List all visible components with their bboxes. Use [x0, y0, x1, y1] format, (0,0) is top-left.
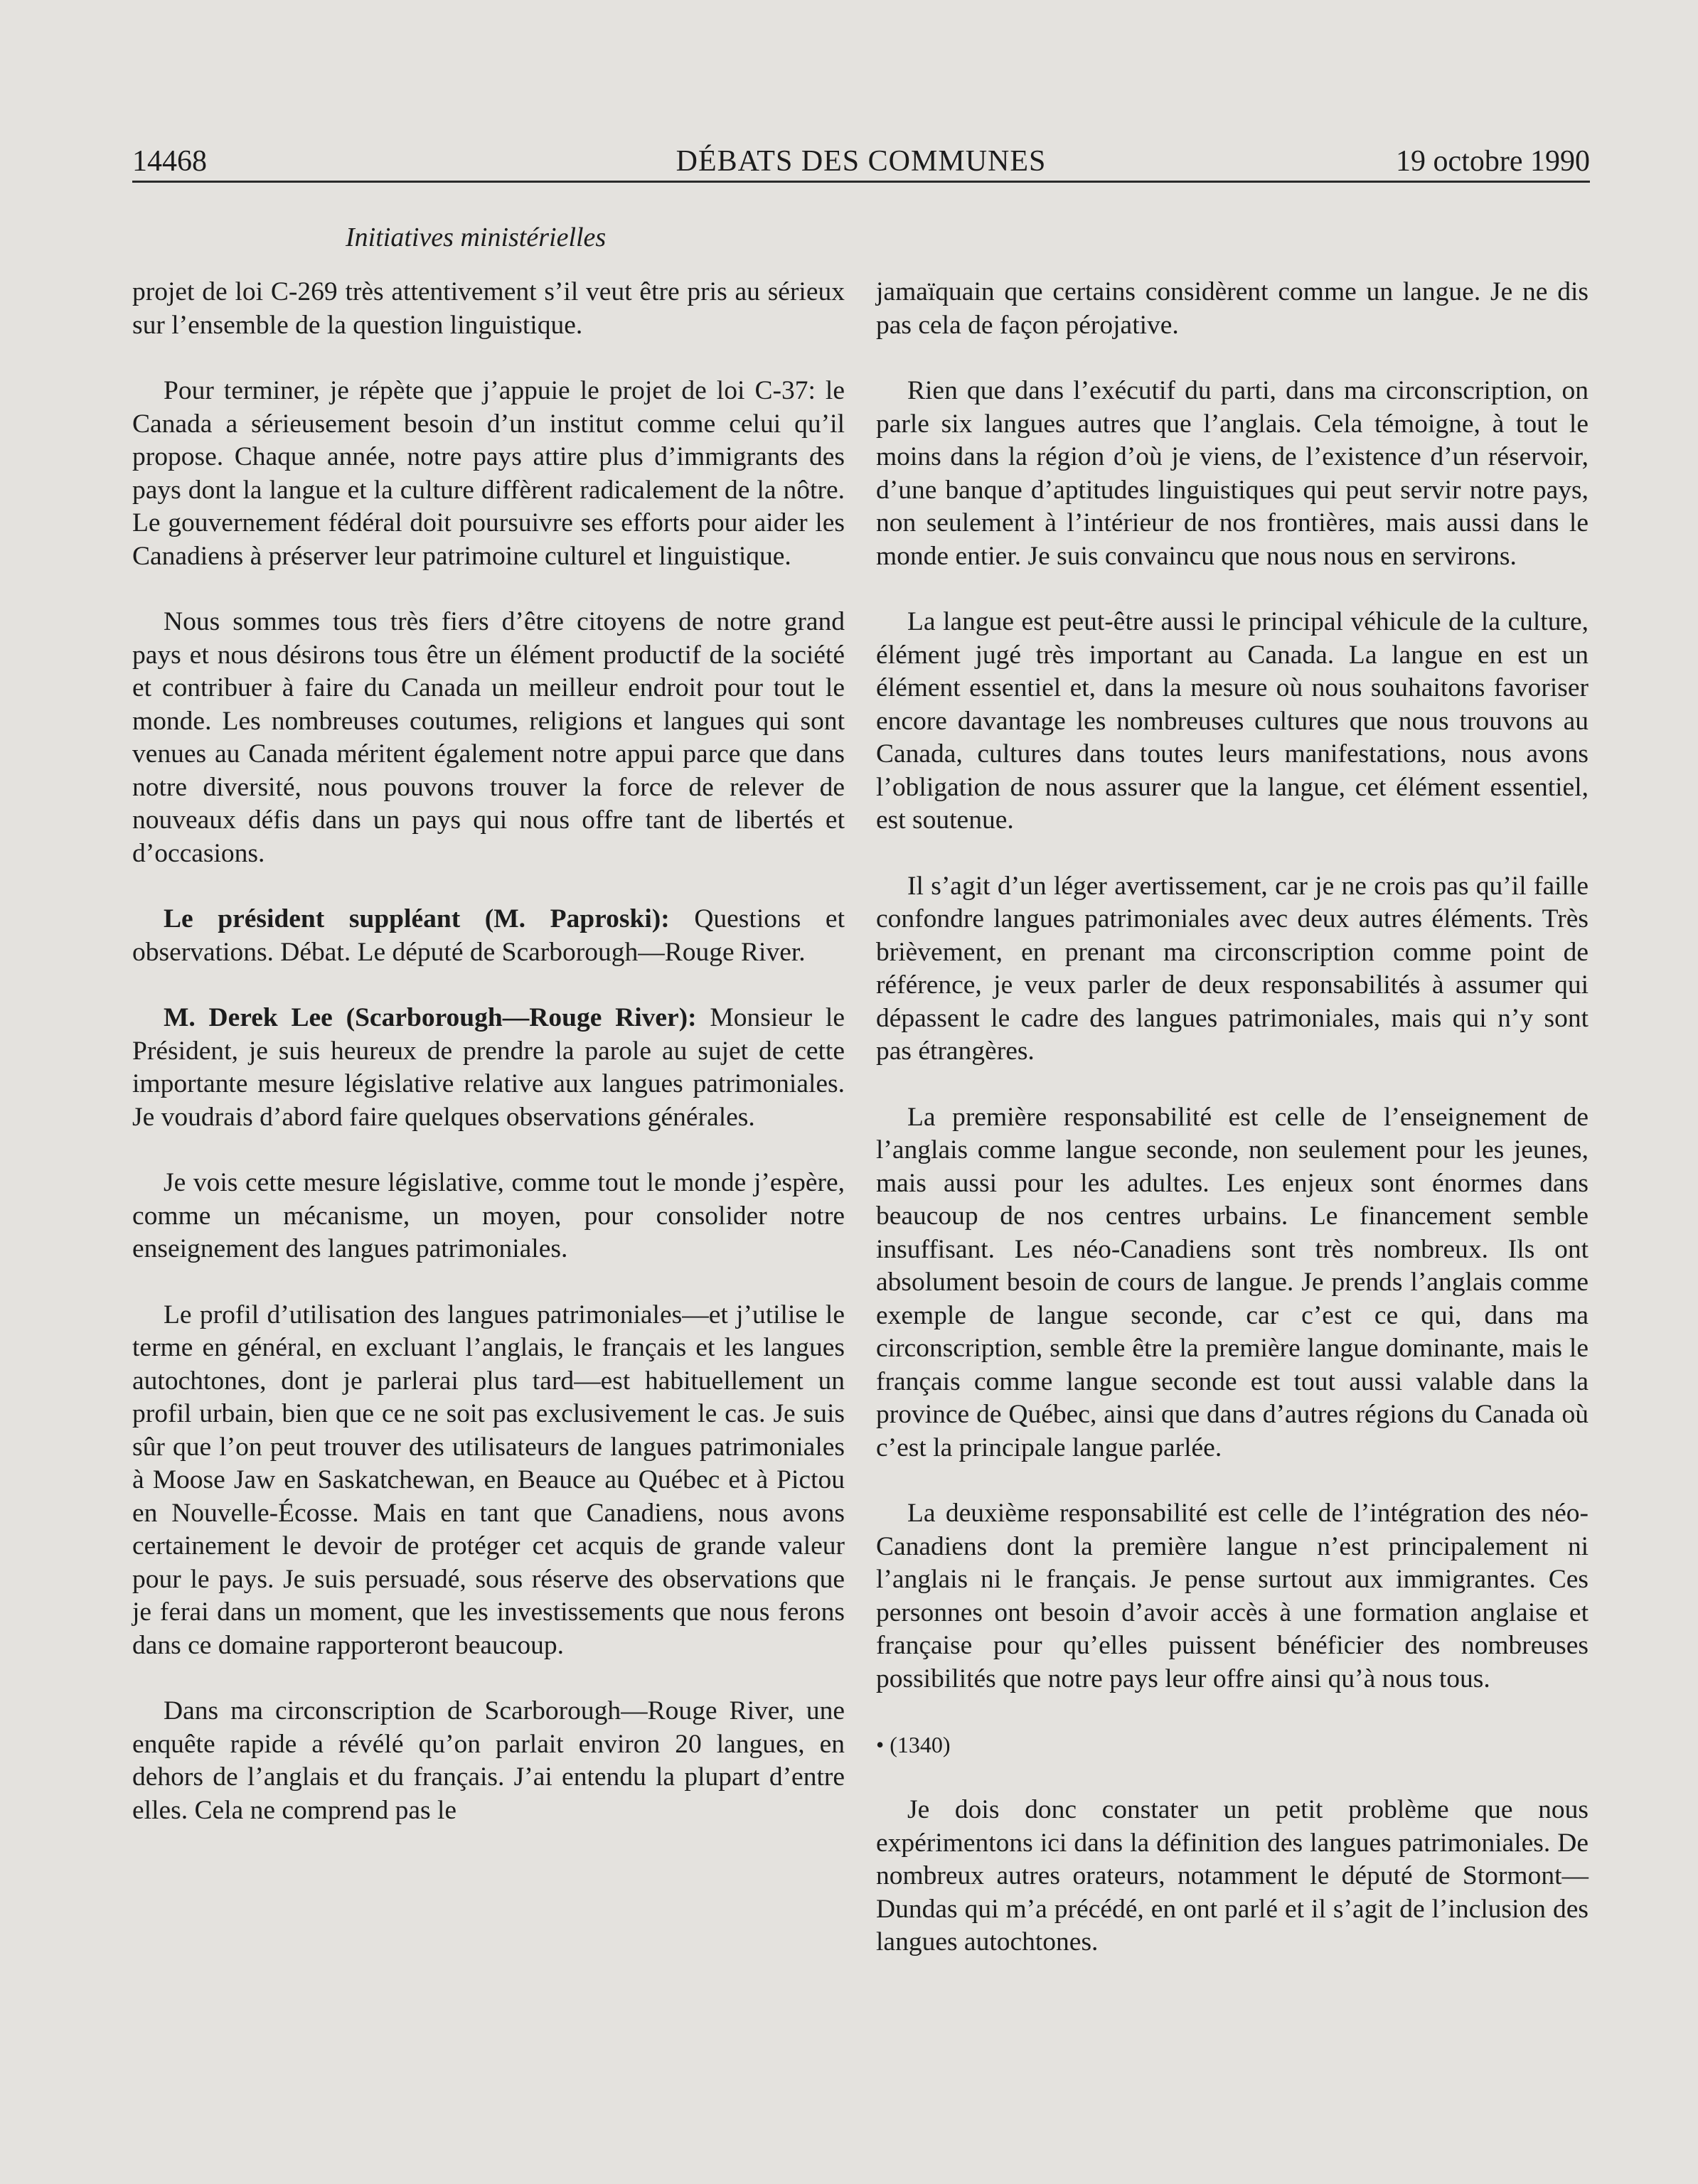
speaker-paragraph: M. Derek Lee (Scarborough—Rouge River): Monsieur le Président, je suis heureux de prendre la parole au sujet de cette importante mesure législative relative aux langues patrimoniales. Je voudrais d’abord faire quelques observations générales. [132, 1003, 845, 1132]
paragraph: Pour terminer, je répète que j’appuie le projet de loi C-37: le Canada a sérieusement besoin d’un institut comme celui qu’il propose. Chaque année, notre pays attire plus d’immigrants des pays dont la langue et la culture diffèrent radicalement de la nôtre. Le gouvernement fédéral doit poursuivre ses efforts pour aider les Canadiens à préserver leur patrimoine culturel et linguistique. [132, 376, 845, 571]
page-header [132, 142, 1590, 183]
publication-title: DÉBATS DES COMMUNES [676, 145, 1047, 178]
section-heading: Initiatives ministérielles [346, 223, 607, 252]
paragraph: Dans ma circonscription de Scarborough—Rouge River, une enquête rapide a révélé qu’on parlait environ 20 langues, en dehors de l’anglais et du français. J’ai entendu la plupart d’entre elles. Cela ne comprend pas le [132, 1696, 845, 1825]
paragraph: La deuxième responsabilité est celle de l’intégration des néo-Canadiens dont la première langue n’est principalement ni l’anglais ni le français. Je pense surtout aux immigrantes. Ces personnes ont besoin d’avoir accès à une formation anglaise et française pour qu’elles puissent bénéficier des nombreuses possibilités que notre pays leur offre ainsi qu’à nous tous. [876, 1499, 1588, 1693]
paragraph: jamaïquain que certains considèrent comme un langue. Je ne dis pas cela de façon pérojative. [876, 277, 1588, 340]
paragraph: La première responsabilité est celle de l’enseignement de l’anglais comme langue seconde, non seulement pour les jeunes, mais aussi pour les adultes. Les enjeux sont énormes dans beaucoup de nos centres urbains. Le financement semble insuffisant. Les néo-Canadiens sont très nombreux. Ils ont absolument besoin de cours de langue. Je prends l’anglais comme exemple de langue seconde, car c’est ce qui, dans ma circonscription, semble être la première langue dominante, mais le français comme langue seconde est tout aussi valable dans la province de Québec, ainsi que dans d’autres régions du Canada où c’est la principale langue parlée. [876, 1102, 1588, 1462]
speaker-name: Le président suppléant (M. Paproski): [164, 904, 670, 933]
speaker-paragraph: Le président suppléant (M. Paproski): Questions et observations. Débat. Le député de Scarborough—Rouge River. [132, 904, 845, 967]
right-column [876, 276, 1588, 1992]
paragraph: Il s’agit d’un léger avertissement, car je ne crois pas qu’il faille confondre langues patrimoniales avec deux autres éléments. Très brièvement, en prenant ma circonscription comme point de référence, je veux parler de deux responsabilités à assumer qui dépassent le cadre des langues patrimoniales, mais qui n’y sont pas étrangères. [876, 871, 1588, 1066]
paragraph: Le profil d’utilisation des langues patrimoniales—et j’utilise le terme en général, en excluant l’anglais, le français et les langues autochtones, dont je parlerai plus tard—est habituellement un profil urbain, bien que ce ne soit pas exclusivement le cas. Je suis sûr que l’on peut trouver des utilisateurs de langues patrimoniales à Moose Jaw en Saskatchewan, en Beauce au Québec et à Pictou en Nouvelle-Écosse. Mais en tant que Canadiens, nous avons certainement le devoir de protéger cet acquis de grande valeur pour le pays. Je suis persuadé, sous réserve des observations que je ferai dans un moment, que les investissements que nous ferons dans ce domaine rapporteront beaucoup. [132, 1300, 845, 1660]
time-marker: • (1340) [876, 1732, 951, 1757]
paragraph: Rien que dans l’exécutif du parti, dans ma circonscription, on parle six langues autres que l’anglais. Cela témoigne, à tout le moins dans la région d’où je viens, de l’existence d’un réservoir, d’une banque d’aptitudes linguistiques qui peut servir notre pays, non seulement à l’intérieur de nos frontières, mais aussi dans le monde entier. Je suis convaincu que nous nous en servirons. [876, 376, 1588, 571]
left-column [132, 276, 845, 1860]
header-date: 19 octobre 1990 [1396, 145, 1590, 178]
speaker-name: M. Derek Lee (Scarborough—Rouge River): [164, 1003, 697, 1032]
paragraph: La langue est peut-être aussi le principal véhicule de la culture, élément jugé très important au Canada. La langue en est un élément essentiel et, dans la mesure où nous souhaitons favoriser encore davantage les nombreuses cultures que nous trouvons au Canada, cultures dans toutes leurs manifestations, nous avons l’obligation de nous assurer que la langue, cet élément essentiel, est soutenue. [876, 607, 1588, 835]
paragraph: Je vois cette mesure législative, comme tout le monde j’espère, comme un mécanisme, un moyen, pour consolider notre enseignement des langues patrimoniales. [132, 1168, 845, 1263]
paragraph: Nous sommes tous très fiers d’être citoyens de notre grand pays et nous désirons tous être un élément productif de la société et contribuer à faire du Canada un meilleur endroit pour tout le monde. Les nombreuses coutumes, religions et langues qui sont venues au Canada méritent également notre appui parce que dans notre diversité, nous pouvons trouver la force de relever de nouveaux défis dans un pays qui nous offre tant de libertés et d’occasions. [132, 607, 845, 868]
paragraph: Je dois donc constater un petit problème que nous expérimentons ici dans la définition des langues patrimoniales. De nombreux autres orateurs, notamment le député de Stormont—Dundas qui m’a précédé, en ont parlé et il s’agit de l’inclusion des langues autochtones. [876, 1795, 1588, 1956]
paragraph: projet de loi C-269 très attentivement s’il veut être pris au sérieux sur l’ensemble de la question linguistique. [132, 277, 845, 340]
page-number: 14468 [132, 145, 207, 178]
